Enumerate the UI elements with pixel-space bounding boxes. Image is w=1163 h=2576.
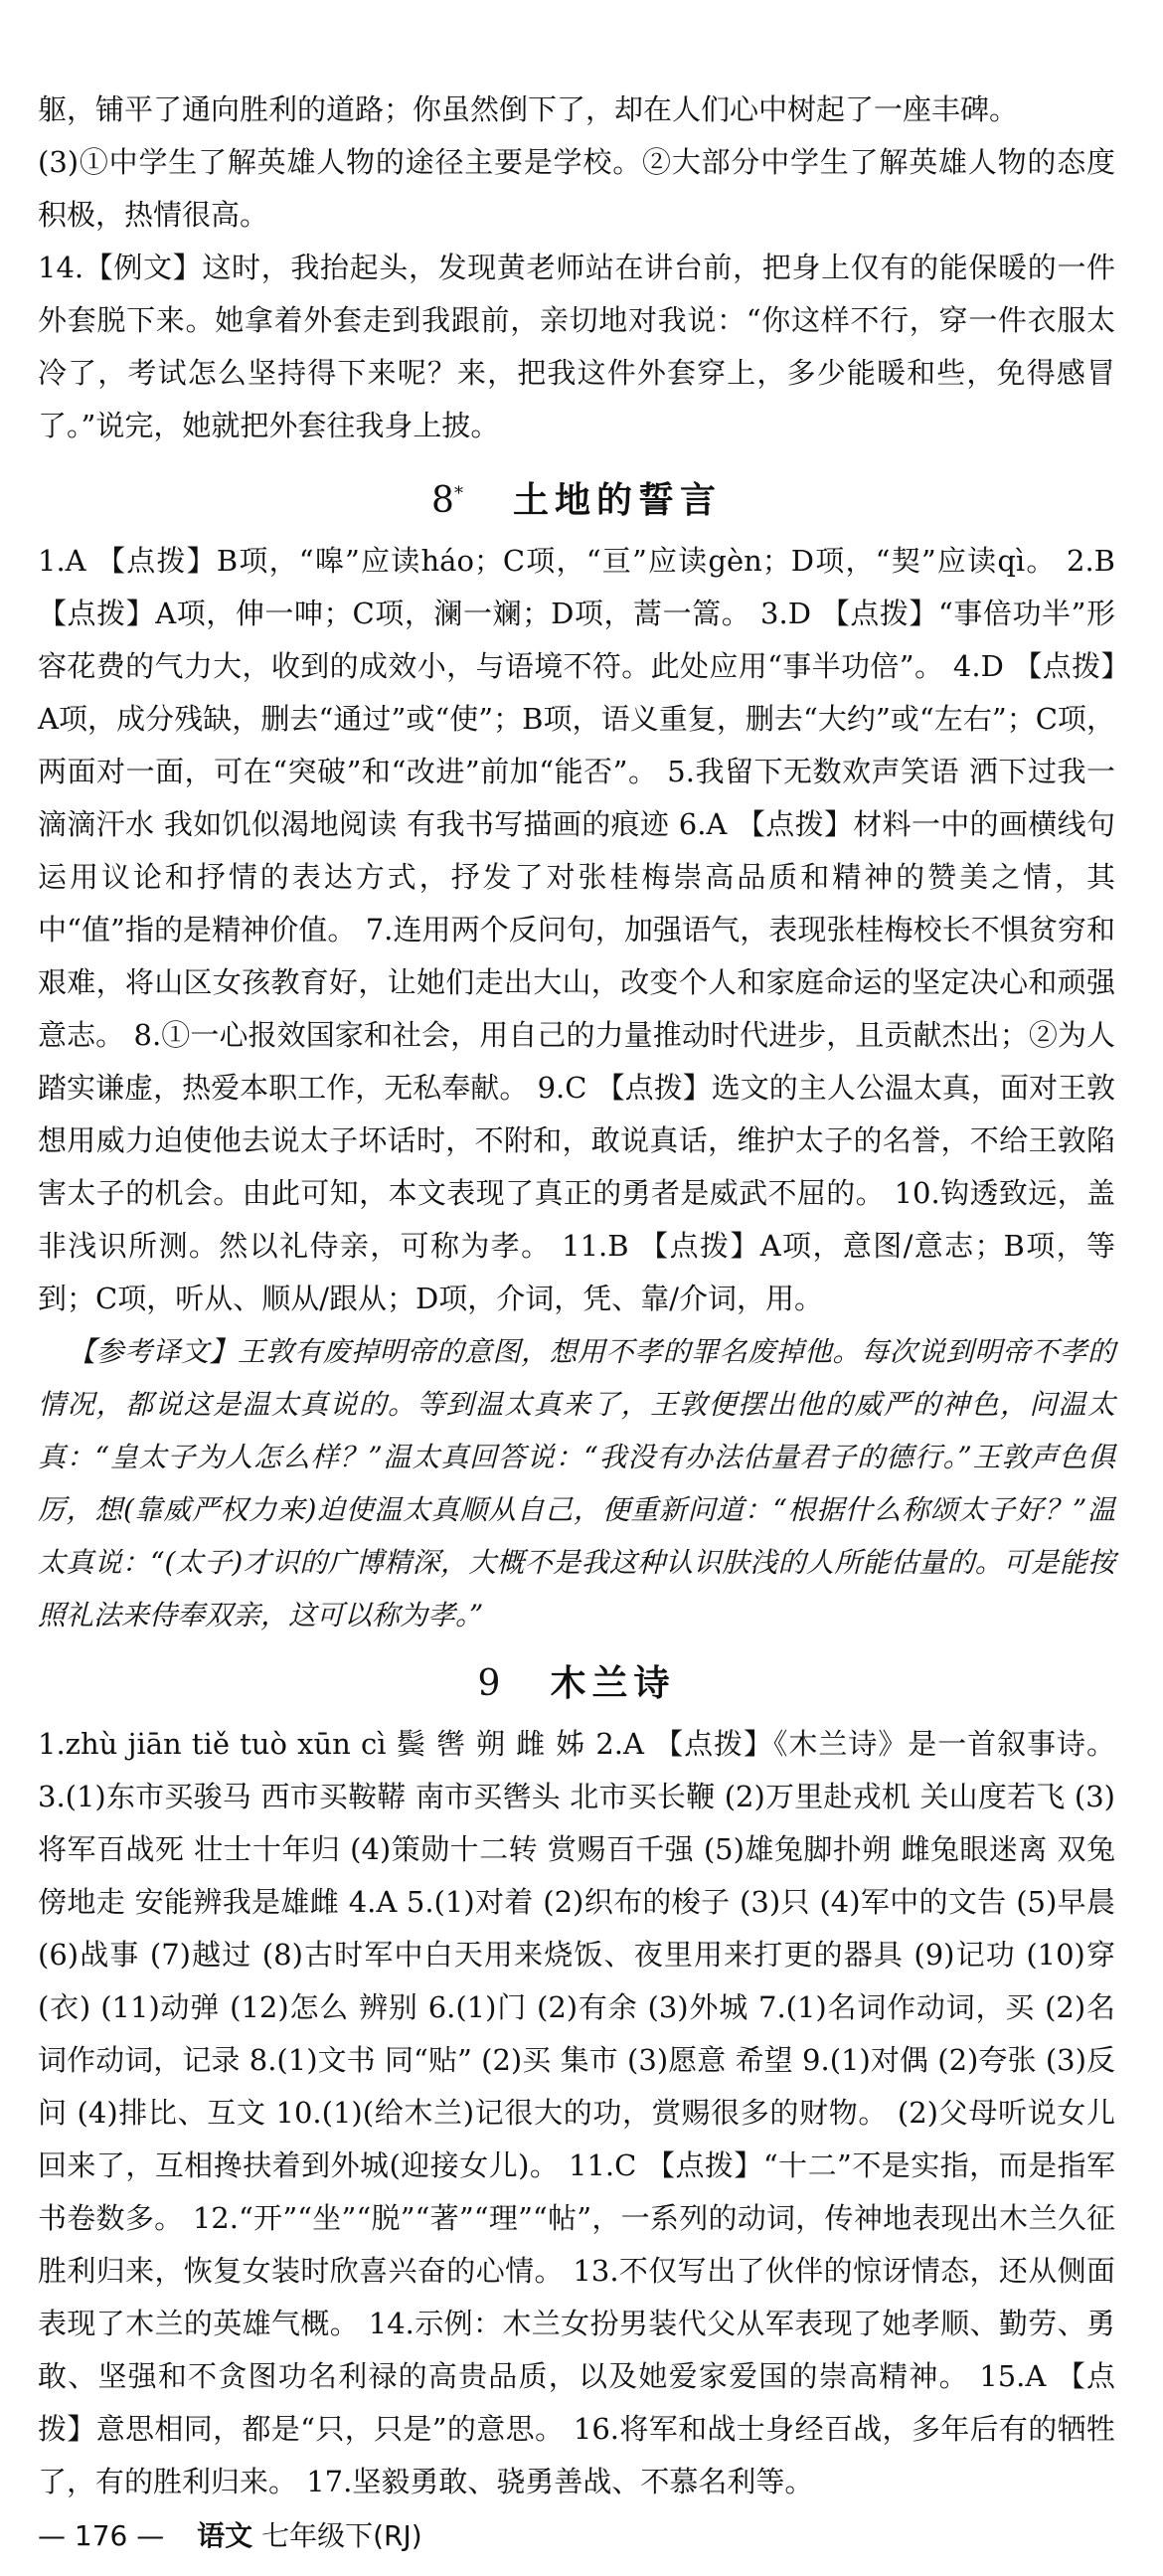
section-8-number: 8* [431,480,463,521]
intro-q3: (3)①中学生了解英雄人物的途径主要是学校。②大部分中学生了解英雄人物的态度积极，热情很高。 [38,145,1115,232]
section-8-translation: 【参考译文】王敦有废掉明帝的意图，想用不孝的罪名废掉他。每次说到明帝不孝的情况，都说这是温太真说的。等到温太真来了，王敦便摆出他的威严的神色，问温太真：“皇太子为人怎么样？”温太真回答说：“我没有办法估量君子的德行。”王敦声色俱厉，想(靠威严权力来)迫使温太真顺从自己，便重新问道：“根据什么称颂太子好？”温太真说：“(太子)才识的广博精深，大概不是我这种认识肤浅的人所能估量的。可是能按照礼法来侍奉双亲，这可以称为孝。” [38,1335,1115,1631]
page-footer [38,2516,422,2556]
subject-label: 语文 [197,2519,253,2552]
intro-q14: 14.【例文】这时，我抬起头，发现黄老师站在讲台前，把身上仅有的能保暖的一件外套脱下来。她拿着外套走到我跟前，亲切地对我说：“你这样不行，穿一件衣服太冷了，考试怎么坚持得下来呢？来，把我这件外套穿上，多少能暖和些，免得感冒了。”说完，她就把外套往我身上披。 [38,251,1115,442]
section-8-answers: 1.A 【点拨】B项，“嗥”应读háo；C项，“亘”应读gèn；D项，“契”应读qì。 2.B 【点拨】A项，伸一呻；C项，澜一斓；D项，蒿一篙。 3.D 【点拨】“事倍功半”形容花费的气力大，收到的成效小，与语境不符。此处应用“事半功倍”。 4.D 【点拨】A项，成分残缺，删去“通过”或“使”；B项，语义重复，删去“大约”或“左右”；C项，两面对一面，可在“突破”和“改进”前加“能否”。 5.我留下无数欢声笑语 洒下过我一滴滴汗水 我如饥似渴地阅读 有我书写描画的痕迹 6.A 【点拨】材料一中的画横线句运用议论和抒情的表达方式，抒发了对张桂梅崇高品质和精神的赞美之情，其中“值”指的是精神价值。 7.连用两个反问句，加强语气，表现张桂梅校长不惧贫穷和艰难，将山区女孩教育好，让她们走出大山，改变个人和家庭命运的坚定决心和顽强意志。 8.①一心报效国家和社会，用自己的力量推动时代进步，且贡献杰出；②为人踏实谦虚，热爱本职工作，无私奉献。 9.C 【点拨】选文的主人公温太真，面对王敦想用威力迫使他去说太子坏话时，不附和，敢说真话，维护太子的名誉，不给王敦陷害太子的机会。由此可知，本文表现了真正的勇者是威武不屈的。 10.钩透致远，盖非浅识所测。然以礼侍亲，可称为孝。 11.B 【点拨】A项，意图/意志；B项，等到；C项，听从、顺从/跟从；D项，介词，凭、靠/介词，用。 [38,544,1115,1315]
answer-page [0,84,1163,2576]
intro-line: 躯，铺平了通向胜利的道路；你虽然倒下了，却在人们心中树起了一座丰碑。 [38,92,1019,126]
section-9-number: 9 [477,1663,501,1704]
grade-label: 七年级下(RJ) [261,2519,422,2552]
section-8-title [38,464,1115,531]
section-8-name: 土地的誓言 [512,479,722,521]
page-number: — 176 — [38,2519,165,2552]
section-9-name: 木兰诗 [550,1662,676,1704]
section-9-title [38,1653,1115,1714]
section-9-answers: 1.zhù jiān tiě tuò xūn cì 鬓 辔 朔 雌 姊 2.A 【点拨】《木兰诗》是一首叙事诗。 3.(1)东市买骏马 西市买鞍鞯 南市买辔头 北市买长鞭 (2)万里赴戎机 关山度若飞 (3)将军百战死 壮士十年归 (4)策勋十二转 赏赐百千强 (5)雄兔脚扑朔 雌兔眼迷离 双兔傍地走 安能辨我是雄雌 4.A 5.(1)对着 (2)织布的梭子 (3)只 (4)军中的文告 (5)早晨 (6)战事 (7)越过 (8)古时军中白天用来烧饭、夜里用来打更的器具 (9)记功 (10)穿(衣) (11)动弹 (12)怎么 辨别 6.(1)门 (2)有余 (3)外城 7.(1)名词作动词，买 (2)名词作动词，记录 8.(1)文书 同“贴” (2)买 集市 (3)愿意 希望 9.(1)对偶 (2)夸张 (3)反问 (4)排比、互文 10.(1)(给木兰)记很大的功，赏赐很多的财物。 (2)父母听说女儿回来了，互相搀扶着到外城(迎接女儿)。 11.C 【点拨】“十二”不是实指，而是指军书卷数多。 12.“开”“坐”“脱”“著”“理”“帖”，一系列的动词，传神地表现出木兰久征胜利归来，恢复女装时欣喜兴奋的心情。 13.不仅写出了伙伴的惊讶情态，还从侧面表现了木兰的英雄气概。 14.示例：木兰女扮男装代父从军表现了她孝顺、勤劳、勇敢、坚强和不贪图功名利禄的高贵品质，以及她爱家爱国的崇高精神。 15.A 【点拨】意思相同，都是“只，只是”的意思。 16.将军和战士身经百战，多年后有的牺牲了，有的胜利归来。 17.坚毅勇敢、骁勇善战、不慕名利等。 [38,1727,1115,2498]
